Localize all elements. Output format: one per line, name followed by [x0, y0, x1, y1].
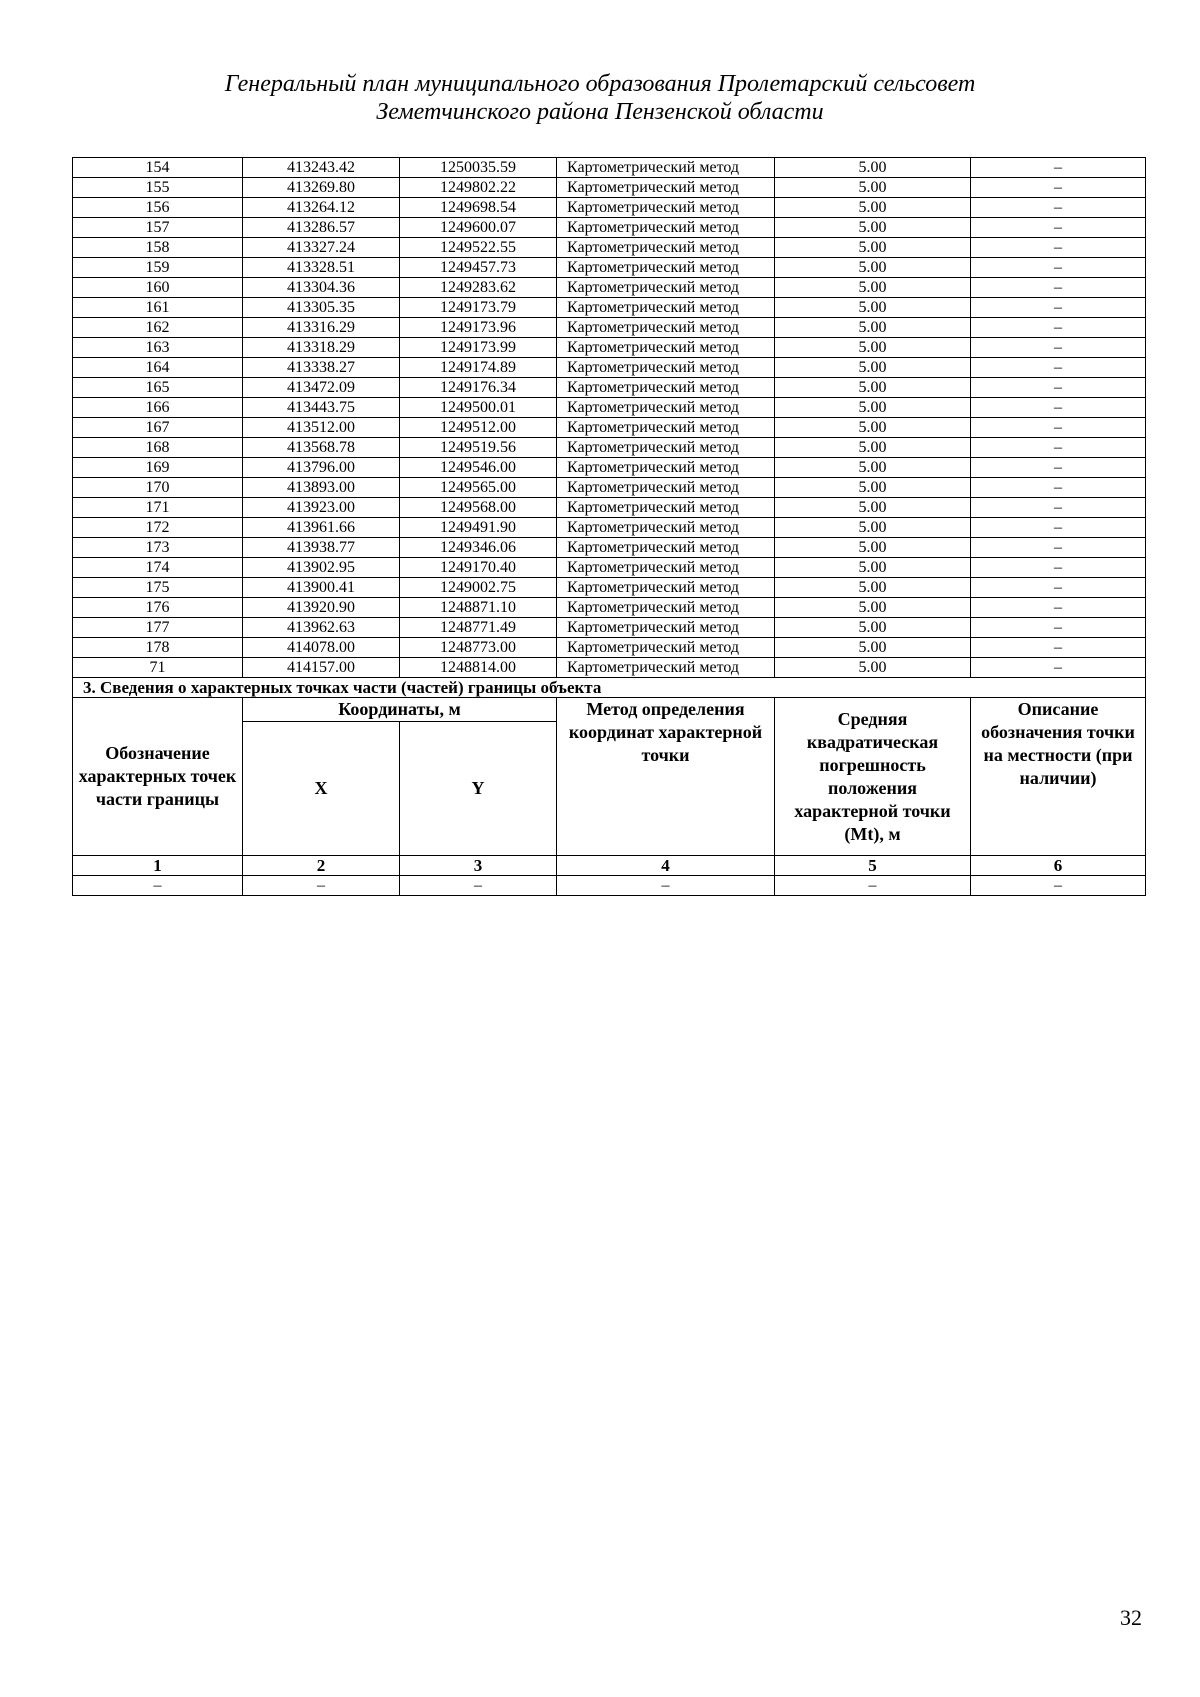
table-row	[73, 578, 1146, 598]
method-cell: Картометрический метод	[557, 178, 775, 198]
description-cell: –	[971, 158, 1146, 178]
col-header-x: X	[243, 722, 400, 856]
method-cell: Картометрический метод	[557, 458, 775, 478]
description-cell: –	[971, 558, 1146, 578]
y-coordinate-cell: 1249698.54	[400, 198, 557, 218]
x-coordinate-cell: 413286.57	[243, 218, 400, 238]
error-cell: 5.00	[775, 498, 971, 518]
description-cell: –	[971, 178, 1146, 198]
x-coordinate-cell: 413264.12	[243, 198, 400, 218]
x-coordinate-cell: 413328.51	[243, 258, 400, 278]
table-row	[73, 418, 1146, 438]
method-cell: Картометрический метод	[557, 398, 775, 418]
section-3-title: 3. Сведения о характерных точках части (частей) границы объекта	[73, 678, 1146, 698]
col-header-y: Y	[400, 722, 557, 856]
table-row	[73, 618, 1146, 638]
point-number-cell: 177	[73, 618, 243, 638]
point-number-cell: 157	[73, 218, 243, 238]
point-number-cell: 166	[73, 398, 243, 418]
point-number-cell: 155	[73, 178, 243, 198]
method-cell: Картометрический метод	[557, 158, 775, 178]
point-number-cell: 154	[73, 158, 243, 178]
description-cell: –	[971, 458, 1146, 478]
data-rows	[73, 158, 1146, 678]
y-coordinate-cell: 1249512.00	[400, 418, 557, 438]
y-coordinate-cell: 1249173.96	[400, 318, 557, 338]
empty-cell: –	[400, 876, 557, 896]
column-number: 6	[971, 856, 1146, 876]
header-line-2: Земетчинского района Пензенской области	[376, 99, 824, 125]
table-row	[73, 558, 1146, 578]
table-row	[73, 238, 1146, 258]
error-cell: 5.00	[775, 298, 971, 318]
method-cell: Картометрический метод	[557, 558, 775, 578]
x-coordinate-cell: 413316.29	[243, 318, 400, 338]
point-number-cell: 158	[73, 238, 243, 258]
col-header-mt: Средняя квадратическая погрешность положения характерной точки (Mt), м	[775, 698, 971, 856]
x-coordinate-cell: 413243.42	[243, 158, 400, 178]
point-number-cell: 176	[73, 598, 243, 618]
error-cell: 5.00	[775, 458, 971, 478]
error-cell: 5.00	[775, 318, 971, 338]
x-coordinate-cell: 413938.77	[243, 538, 400, 558]
x-coordinate-cell: 413920.90	[243, 598, 400, 618]
description-cell: –	[971, 578, 1146, 598]
point-number-cell: 167	[73, 418, 243, 438]
document-header	[0, 70, 1200, 126]
error-cell: 5.00	[775, 538, 971, 558]
y-coordinate-cell: 1249565.00	[400, 478, 557, 498]
table-row	[73, 498, 1146, 518]
table-row	[73, 598, 1146, 618]
col-header-point: Обозначение характерных точек части границы	[73, 698, 243, 856]
error-cell: 5.00	[775, 218, 971, 238]
x-coordinate-cell: 413304.36	[243, 278, 400, 298]
y-coordinate-cell: 1249546.00	[400, 458, 557, 478]
y-coordinate-cell: 1249173.79	[400, 298, 557, 318]
x-coordinate-cell: 413338.27	[243, 358, 400, 378]
column-number: 1	[73, 856, 243, 876]
description-cell: –	[971, 418, 1146, 438]
method-cell: Картометрический метод	[557, 598, 775, 618]
table-row	[73, 258, 1146, 278]
empty-data-row	[73, 876, 1146, 896]
col-header-desc: Описание обозначения точки на местности (при наличии)	[971, 698, 1146, 856]
x-coordinate-cell: 413443.75	[243, 398, 400, 418]
point-number-cell: 171	[73, 498, 243, 518]
point-number-cell: 174	[73, 558, 243, 578]
x-coordinate-cell: 414078.00	[243, 638, 400, 658]
description-cell: –	[971, 438, 1146, 458]
table-row	[73, 538, 1146, 558]
method-cell: Картометрический метод	[557, 638, 775, 658]
table-row	[73, 158, 1146, 178]
empty-cell: –	[971, 876, 1146, 896]
column-number: 3	[400, 856, 557, 876]
y-coordinate-cell: 1249174.89	[400, 358, 557, 378]
error-cell: 5.00	[775, 258, 971, 278]
description-cell: –	[971, 338, 1146, 358]
error-cell: 5.00	[775, 618, 971, 638]
error-cell: 5.00	[775, 518, 971, 538]
x-coordinate-cell: 413902.95	[243, 558, 400, 578]
x-coordinate-cell: 413568.78	[243, 438, 400, 458]
y-coordinate-cell: 1249002.75	[400, 578, 557, 598]
point-number-cell: 71	[73, 658, 243, 678]
error-cell: 5.00	[775, 198, 971, 218]
table-row	[73, 198, 1146, 218]
point-number-cell: 165	[73, 378, 243, 398]
table-row	[73, 458, 1146, 478]
error-cell: 5.00	[775, 178, 971, 198]
section-3	[73, 678, 1146, 896]
method-cell: Картометрический метод	[557, 378, 775, 398]
description-cell: –	[971, 498, 1146, 518]
error-cell: 5.00	[775, 658, 971, 678]
description-cell: –	[971, 538, 1146, 558]
table-row	[73, 278, 1146, 298]
error-cell: 5.00	[775, 558, 971, 578]
point-number-cell: 161	[73, 298, 243, 318]
y-coordinate-cell: 1249491.90	[400, 518, 557, 538]
method-cell: Картометрический метод	[557, 318, 775, 338]
description-cell: –	[971, 618, 1146, 638]
x-coordinate-cell: 413318.29	[243, 338, 400, 358]
y-coordinate-cell: 1249346.06	[400, 538, 557, 558]
error-cell: 5.00	[775, 638, 971, 658]
description-cell: –	[971, 298, 1146, 318]
point-number-cell: 169	[73, 458, 243, 478]
column-number: 4	[557, 856, 775, 876]
y-coordinate-cell: 1249173.99	[400, 338, 557, 358]
header-line-1: Генеральный план муниципального образования Пролетарский сельсовет	[224, 71, 976, 97]
table-row	[73, 338, 1146, 358]
point-number-cell: 163	[73, 338, 243, 358]
point-number-cell: 178	[73, 638, 243, 658]
y-coordinate-cell: 1249519.56	[400, 438, 557, 458]
error-cell: 5.00	[775, 358, 971, 378]
description-cell: –	[971, 518, 1146, 538]
column-numbers-row	[73, 856, 1146, 876]
table-row	[73, 178, 1146, 198]
y-coordinate-cell: 1248871.10	[400, 598, 557, 618]
y-coordinate-cell: 1250035.59	[400, 158, 557, 178]
method-cell: Картометрический метод	[557, 658, 775, 678]
description-cell: –	[971, 658, 1146, 678]
table-row	[73, 518, 1146, 538]
y-coordinate-cell: 1249500.01	[400, 398, 557, 418]
x-coordinate-cell: 413472.09	[243, 378, 400, 398]
point-number-cell: 164	[73, 358, 243, 378]
error-cell: 5.00	[775, 478, 971, 498]
description-cell: –	[971, 478, 1146, 498]
col-header-coords: Координаты, м	[243, 698, 557, 722]
method-cell: Картометрический метод	[557, 578, 775, 598]
empty-cell: –	[73, 876, 243, 896]
method-cell: Картометрический метод	[557, 418, 775, 438]
y-coordinate-cell: 1249568.00	[400, 498, 557, 518]
description-cell: –	[971, 598, 1146, 618]
empty-cell: –	[557, 876, 775, 896]
column-number: 2	[243, 856, 400, 876]
method-cell: Картометрический метод	[557, 438, 775, 458]
x-coordinate-cell: 413512.00	[243, 418, 400, 438]
table-row	[73, 298, 1146, 318]
y-coordinate-cell: 1249170.40	[400, 558, 557, 578]
point-number-cell: 162	[73, 318, 243, 338]
y-coordinate-cell: 1248814.00	[400, 658, 557, 678]
table-row	[73, 398, 1146, 418]
method-cell: Картометрический метод	[557, 618, 775, 638]
x-coordinate-cell: 414157.00	[243, 658, 400, 678]
method-cell: Картометрический метод	[557, 258, 775, 278]
page-number: 32	[1120, 1605, 1142, 1630]
error-cell: 5.00	[775, 578, 971, 598]
empty-cell: –	[775, 876, 971, 896]
table-row	[73, 358, 1146, 378]
empty-cell: –	[243, 876, 400, 896]
error-cell: 5.00	[775, 238, 971, 258]
method-cell: Картометрический метод	[557, 478, 775, 498]
y-coordinate-cell: 1248771.49	[400, 618, 557, 638]
x-coordinate-cell: 413893.00	[243, 478, 400, 498]
col-header-method: Метод определения координат характерной точки	[557, 698, 775, 856]
x-coordinate-cell: 413923.00	[243, 498, 400, 518]
error-cell: 5.00	[775, 338, 971, 358]
table-row	[73, 218, 1146, 238]
method-cell: Картометрический метод	[557, 498, 775, 518]
error-cell: 5.00	[775, 398, 971, 418]
description-cell: –	[971, 638, 1146, 658]
method-cell: Картометрический метод	[557, 518, 775, 538]
x-coordinate-cell: 413305.35	[243, 298, 400, 318]
error-cell: 5.00	[775, 278, 971, 298]
x-coordinate-cell: 413961.66	[243, 518, 400, 538]
description-cell: –	[971, 218, 1146, 238]
y-coordinate-cell: 1249457.73	[400, 258, 557, 278]
error-cell: 5.00	[775, 158, 971, 178]
method-cell: Картометрический метод	[557, 358, 775, 378]
point-number-cell: 172	[73, 518, 243, 538]
point-number-cell: 170	[73, 478, 243, 498]
method-cell: Картометрический метод	[557, 278, 775, 298]
description-cell: –	[971, 318, 1146, 338]
x-coordinate-cell: 413327.24	[243, 238, 400, 258]
error-cell: 5.00	[775, 378, 971, 398]
y-coordinate-cell: 1249283.62	[400, 278, 557, 298]
y-coordinate-cell: 1249176.34	[400, 378, 557, 398]
column-number: 5	[775, 856, 971, 876]
table-row	[73, 478, 1146, 498]
x-coordinate-cell: 413900.41	[243, 578, 400, 598]
description-cell: –	[971, 278, 1146, 298]
point-number-cell: 159	[73, 258, 243, 278]
description-cell: –	[971, 258, 1146, 278]
method-cell: Картометрический метод	[557, 298, 775, 318]
y-coordinate-cell: 1249802.22	[400, 178, 557, 198]
error-cell: 5.00	[775, 438, 971, 458]
y-coordinate-cell: 1249600.07	[400, 218, 557, 238]
coordinates-table	[72, 157, 1146, 896]
description-cell: –	[971, 238, 1146, 258]
method-cell: Картометрический метод	[557, 218, 775, 238]
description-cell: –	[971, 398, 1146, 418]
x-coordinate-cell: 413962.63	[243, 618, 400, 638]
table-row	[73, 318, 1146, 338]
point-number-cell: 160	[73, 278, 243, 298]
method-cell: Картометрический метод	[557, 238, 775, 258]
method-cell: Картометрический метод	[557, 198, 775, 218]
x-coordinate-cell: 413796.00	[243, 458, 400, 478]
point-number-cell: 175	[73, 578, 243, 598]
error-cell: 5.00	[775, 598, 971, 618]
method-cell: Картометрический метод	[557, 338, 775, 358]
y-coordinate-cell: 1249522.55	[400, 238, 557, 258]
table-row	[73, 378, 1146, 398]
x-coordinate-cell: 413269.80	[243, 178, 400, 198]
table-row	[73, 638, 1146, 658]
point-number-cell: 168	[73, 438, 243, 458]
description-cell: –	[971, 358, 1146, 378]
table-row	[73, 658, 1146, 678]
table-row	[73, 438, 1146, 458]
point-number-cell: 156	[73, 198, 243, 218]
point-number-cell: 173	[73, 538, 243, 558]
y-coordinate-cell: 1248773.00	[400, 638, 557, 658]
description-cell: –	[971, 198, 1146, 218]
method-cell: Картометрический метод	[557, 538, 775, 558]
description-cell: –	[971, 378, 1146, 398]
error-cell: 5.00	[775, 418, 971, 438]
